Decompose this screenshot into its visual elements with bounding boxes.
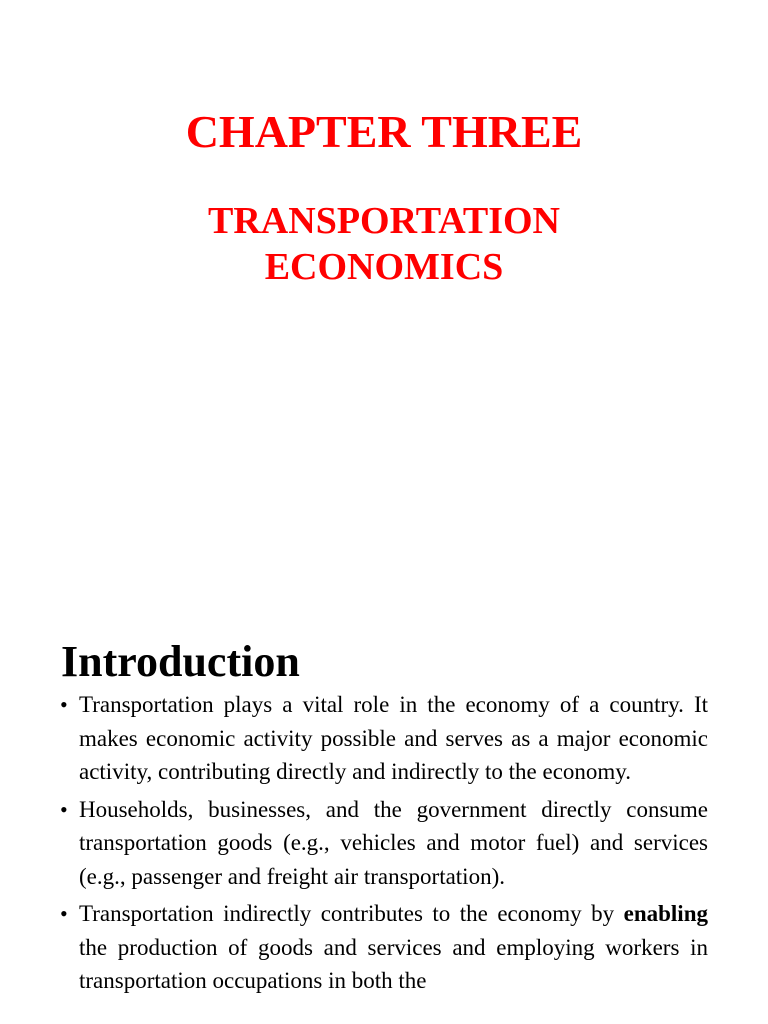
bullet-icon: • (60, 796, 68, 822)
bullet-text-start: Transportation indirectly contributes to the economy by (79, 901, 624, 926)
bullet-emphasis: enabling (623, 901, 708, 926)
introduction-slide (0, 600, 768, 1024)
bullet-text-end: the production of goods and services and employing workers in transportation occupations in both the (79, 934, 708, 993)
bullet-item (60, 688, 708, 789)
bullet-icon: • (60, 901, 68, 926)
subtitle-line-1: TRANSPORTATION (208, 200, 560, 242)
bullet-item (60, 897, 708, 998)
bullet-list (60, 688, 708, 1002)
bullet-item (60, 793, 708, 894)
subtitle-line-2: ECONOMICS (264, 246, 504, 288)
bullet-text: Households, businesses, and the government directly consume transportation goods (e.g., vehicles and motor fuel) and services (e.g., passenger and freight air transportation). (79, 796, 708, 889)
bullet-text: Transportation plays a vital role in the economy of a country. It makes economic activity possible and serves as a major economic activity, contributing directly and indirectly to the economy. (79, 692, 708, 784)
bullet-icon: • (60, 692, 68, 717)
section-heading: Introduction (61, 637, 300, 686)
chapter-subtitle (0, 198, 768, 290)
chapter-title: CHAPTER THREE (185, 106, 583, 157)
